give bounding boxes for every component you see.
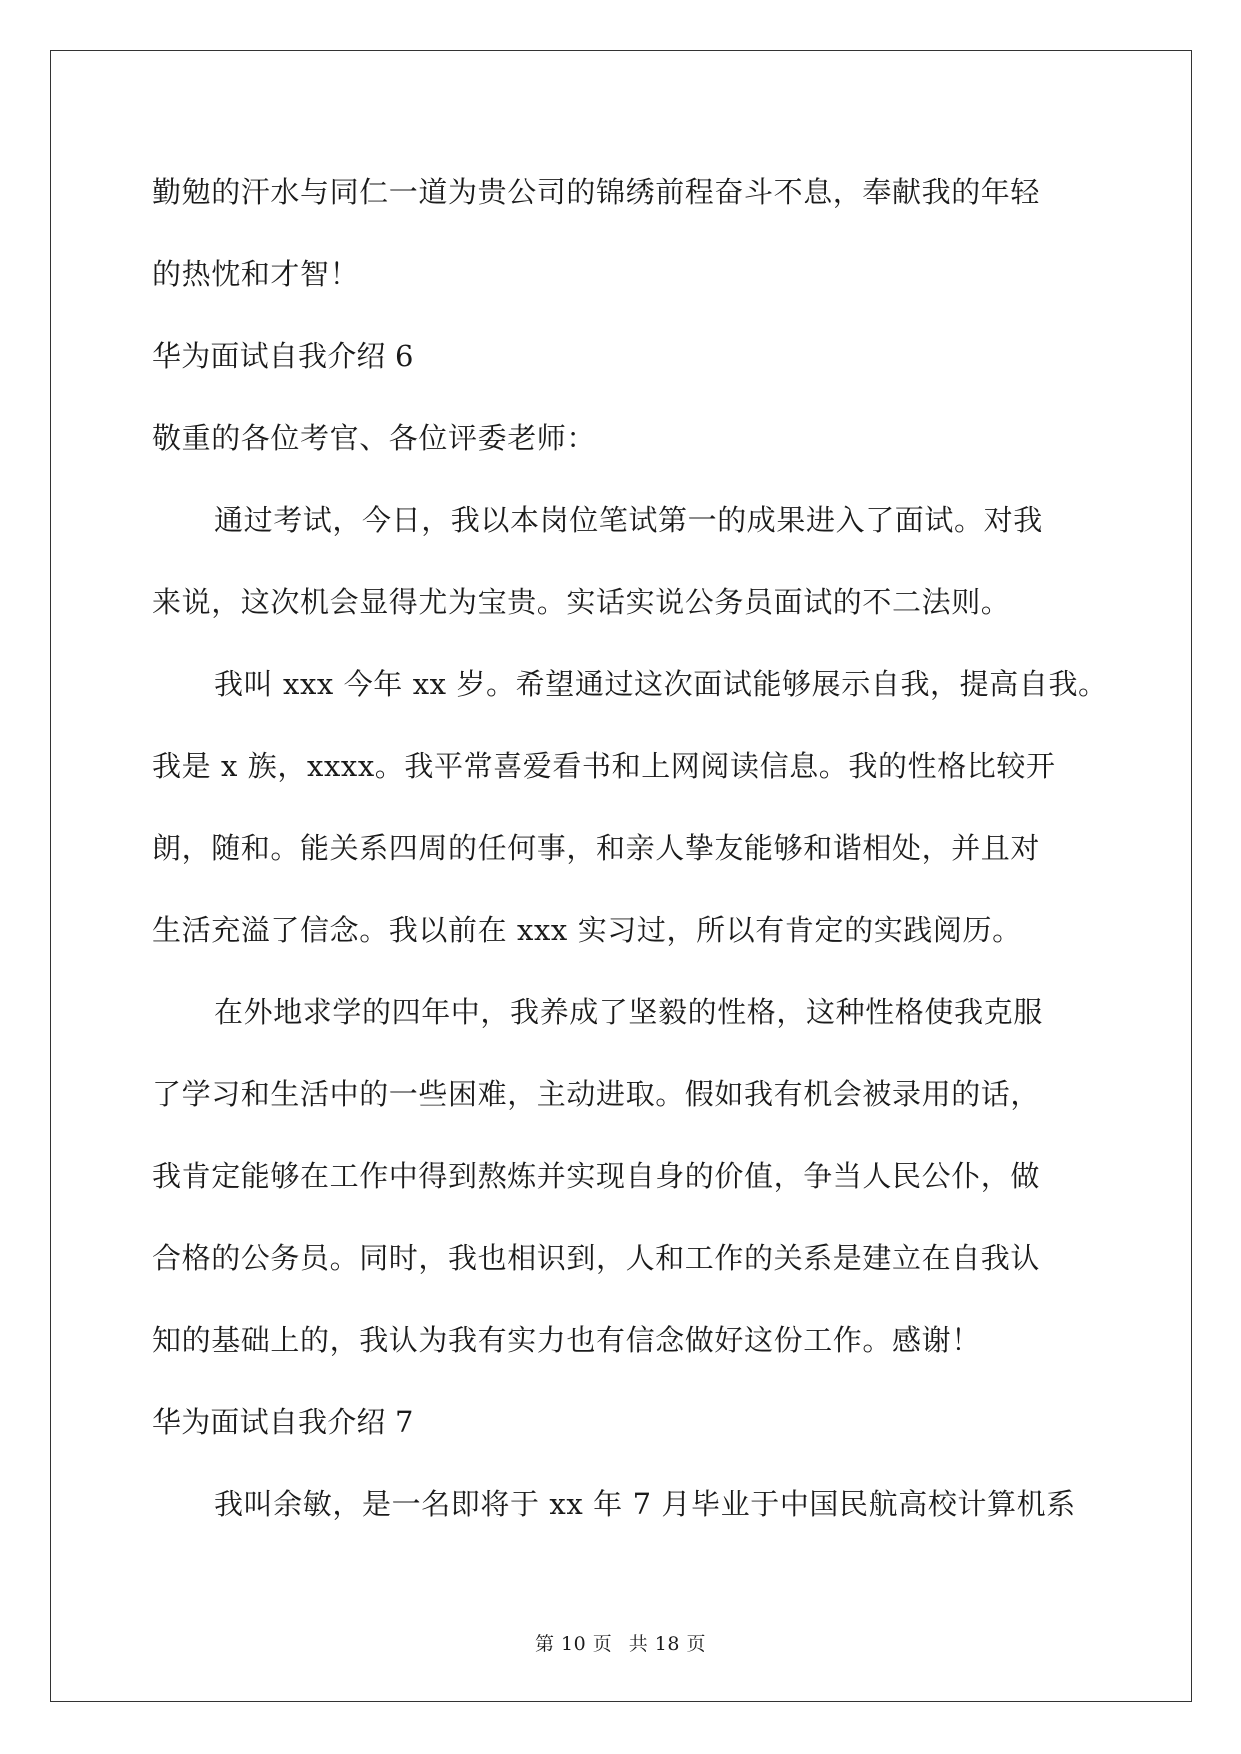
paragraph-line: 我叫余敏，是一名即将于 xx 年 7 月毕业于中国民航高校计算机系 <box>214 1487 1076 1521</box>
paragraph-line: 我是 x 族，xxxx。我平常喜爱看书和上网阅读信息。我的性格比较开 <box>152 749 1056 783</box>
paragraph-line: 勤勉的汗水与同仁一道为贵公司的锦绣前程奋斗不息，奉献我的年轻 <box>152 175 1041 209</box>
paragraph-line: 我叫 xxx 今年 xx 岁。希望通过这次面试能够展示自我，提高自我。 <box>214 667 1108 701</box>
paragraph-line: 了学习和生活中的一些困难，主动进取。假如我有机会被录用的话， <box>152 1077 1041 1111</box>
paragraph-line: 在外地求学的四年中，我养成了坚毅的性格，这种性格使我克服 <box>214 995 1043 1029</box>
current-page-number: 第 10 页 <box>534 1633 613 1655</box>
section-heading: 华为面试自我介绍 6 <box>152 339 414 373</box>
paragraph-line: 知的基础上的，我认为我有实力也有信念做好这份工作。感谢！ <box>152 1323 981 1357</box>
paragraph-line: 我肯定能够在工作中得到熬炼并实现自身的价值，争当人民公仆，做 <box>152 1159 1041 1193</box>
section-heading: 华为面试自我介绍 7 <box>152 1405 414 1439</box>
paragraph-line: 通过考试，今日，我以本岗位笔试第一的成果进入了面试。对我 <box>214 503 1043 537</box>
paragraph-line: 合格的公务员。同时，我也相识到，人和工作的关系是建立在自我认 <box>152 1241 1041 1275</box>
total-page-count: 共 18 页 <box>628 1633 707 1655</box>
paragraph-line: 的热忱和才智！ <box>152 257 360 291</box>
document-body <box>152 162 1108 1556</box>
paragraph-line: 来说，这次机会显得尤为宝贵。实话实说公务员面试的不二法则。 <box>152 585 1011 619</box>
page-footer <box>0 1629 1241 1656</box>
paragraph-line: 朗，随和。能关系四周的任何事，和亲人挚友能够和谐相处，并且对 <box>152 831 1041 865</box>
salutation: 敬重的各位考官、各位评委老师： <box>152 421 597 455</box>
paragraph-line: 生活充溢了信念。我以前在 xxx 实习过，所以有肯定的实践阅历。 <box>152 913 1022 947</box>
